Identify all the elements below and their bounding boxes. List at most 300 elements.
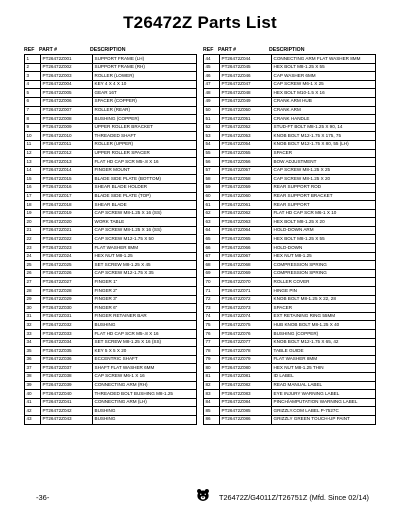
ref-cell: 4 — [25, 80, 41, 89]
part-number-cell: PT26472Z033 — [41, 330, 93, 339]
parts-row — [204, 201, 376, 210]
part-number-cell: PT26472Z002 — [41, 63, 93, 72]
description-cell: HEX NUT M8-1.25 — [272, 252, 376, 261]
description-cell: COMPRESSION SPRING — [272, 269, 376, 278]
part-number-cell: PT26472Z024 — [41, 252, 93, 261]
description-cell: THREADED BOLT BUSHING M8-1.25 — [93, 390, 197, 399]
parts-row — [25, 261, 197, 270]
part-number-cell: PT26472Z038 — [41, 372, 93, 381]
description-cell: BOW ADJUSTMENT — [272, 158, 376, 167]
parts-row — [204, 226, 376, 235]
ref-cell: 81 — [204, 372, 220, 381]
ref-cell: 2 — [25, 63, 41, 72]
parts-row — [204, 252, 376, 261]
part-number-cell: PT26472Z015 — [41, 175, 93, 184]
part-number-cell: PT26472Z043 — [41, 415, 93, 424]
ref-cell: 64 — [204, 226, 220, 235]
parts-row — [204, 330, 376, 339]
ref-cell: 22 — [25, 235, 41, 244]
part-number-cell: PT26472Z042 — [41, 407, 93, 416]
part-number-cell: PT26472Z035 — [41, 347, 93, 356]
part-number-cell: PT26472Z052 — [220, 123, 272, 132]
ref-cell: 53 — [204, 132, 220, 141]
ref-cell: 45 — [204, 63, 220, 72]
part-number-cell: PT26472Z016 — [41, 183, 93, 192]
ref-cell: 68 — [204, 261, 220, 270]
parts-row — [25, 312, 197, 321]
parts-row — [25, 398, 197, 407]
description-cell: CAP SCREW M12-1.75 X 35 — [93, 269, 197, 278]
ref-cell: 41 — [25, 398, 41, 407]
parts-row — [25, 183, 197, 192]
description-cell: TABLE GUIDE — [272, 347, 376, 356]
parts-row — [204, 269, 376, 278]
description-cell: BUSHING (COPPER) — [272, 330, 376, 339]
part-number-cell: PT26472Z079 — [220, 355, 272, 364]
parts-row — [25, 132, 197, 141]
parts-row — [204, 209, 376, 218]
ref-cell: 70 — [204, 278, 220, 287]
parts-row — [25, 338, 197, 347]
description-cell: CRANK ARM — [272, 106, 376, 115]
parts-row — [25, 235, 197, 244]
description-cell: CAP SCREW M6-1 X 25 — [272, 80, 376, 89]
part-number-cell: PT26472Z008 — [41, 115, 93, 124]
part-number-cell: PT26472Z010 — [41, 132, 93, 141]
parts-row — [25, 287, 197, 296]
description-cell: FINGER RETAINER BAR — [93, 312, 197, 321]
description-cell: BLADE SIDE PLATE (TOP) — [93, 192, 197, 201]
parts-row — [204, 415, 376, 424]
ref-cell: 44 — [204, 55, 220, 64]
ref-header: REF — [24, 47, 35, 53]
part-number-cell: PT26472Z020 — [41, 218, 93, 227]
ref-cell: 59 — [204, 183, 220, 192]
part-number-cell: PT26472Z081 — [220, 372, 272, 381]
page-title: T26472Z Parts List — [123, 13, 277, 32]
parts-row — [204, 158, 376, 167]
ref-cell: 75 — [204, 321, 220, 330]
ref-cell: 57 — [204, 166, 220, 175]
description-cell: STUD-FT BOLT M8-1.25 X 90, 14 — [272, 123, 376, 132]
part-number-cell: PT26472Z062 — [220, 209, 272, 218]
part-number-cell: PT26472Z085 — [220, 407, 272, 416]
parts-row — [204, 166, 376, 175]
ref-cell: 13 — [25, 158, 41, 167]
parts-row — [204, 287, 376, 296]
description-cell: EYE INJURY WARNING LABEL — [272, 390, 376, 399]
ref-cell: 63 — [204, 218, 220, 227]
parts-row — [25, 295, 197, 304]
parts-row — [204, 115, 376, 124]
part-number-cell: PT26472Z058 — [220, 175, 272, 184]
ref-cell: 1 — [25, 55, 41, 64]
part-number-cell: PT26472Z054 — [220, 140, 272, 149]
description-cell: HINGE PIN — [272, 287, 376, 296]
parts-row — [25, 347, 197, 356]
ref-cell: 43 — [25, 415, 41, 424]
parts-row — [25, 158, 197, 167]
ref-cell: 52 — [204, 123, 220, 132]
part-number-cell: PT26472Z047 — [220, 80, 272, 89]
ref-cell: 48 — [204, 89, 220, 98]
description-cell: THREADED SHAFT — [93, 132, 197, 141]
parts-row — [25, 218, 197, 227]
part-number-cell: PT26472Z037 — [41, 364, 93, 373]
part-number-cell: PT26472Z025 — [41, 261, 93, 270]
ref-cell: 82 — [204, 381, 220, 390]
description-cell: CONNECTING ARM FLAT WASHER 8MM — [272, 55, 376, 64]
description-cell: ROLLER COVER — [272, 278, 376, 287]
parts-row — [25, 140, 197, 149]
ref-cell: 6 — [25, 97, 41, 106]
ref-cell: 24 — [25, 252, 41, 261]
part-number-cell: PT26472Z021 — [41, 226, 93, 235]
description-cell: SUPPORT FRAME (LH) — [93, 55, 197, 64]
part-number-cell: PT26472Z003 — [41, 72, 93, 81]
part-header: PART # — [39, 47, 58, 53]
description-cell: HEX NUT M8-1.25 — [93, 252, 197, 261]
parts-row — [25, 123, 197, 132]
column-header — [203, 46, 376, 54]
parts-row — [204, 97, 376, 106]
part-number-cell: PT26472Z064 — [220, 226, 272, 235]
ref-cell: 23 — [25, 244, 41, 253]
part-number-cell: PT26472Z063 — [220, 218, 272, 227]
description-cell: UPPER ROLLER BRACKET — [93, 123, 197, 132]
ref-cell: 16 — [25, 183, 41, 192]
parts-row — [25, 330, 197, 339]
ref-cell: 35 — [25, 347, 41, 356]
description-cell: FLAT WASHER 8MM — [272, 355, 376, 364]
description-cell: FINGER MOUNT — [93, 166, 197, 175]
ref-cell: 62 — [204, 209, 220, 218]
ref-cell: 47 — [204, 80, 220, 89]
part-number-cell: PT26472Z086 — [220, 415, 272, 424]
parts-row — [25, 372, 197, 381]
ref-cell: 79 — [204, 355, 220, 364]
part-number-cell: PT26472Z049 — [220, 97, 272, 106]
description-cell: CAP SCREW M12-1.75 X 50 — [93, 235, 197, 244]
parts-column-right — [203, 46, 376, 425]
description-cell: SHEAR BLADE — [93, 201, 197, 210]
part-number-cell: PT26472Z046 — [220, 72, 272, 81]
parts-row — [25, 209, 197, 218]
part-number-cell: PT26472Z051 — [220, 115, 272, 124]
parts-column-left — [24, 46, 197, 425]
part-number-cell: PT26472Z028 — [41, 287, 93, 296]
parts-row — [25, 278, 197, 287]
ref-cell: 85 — [204, 407, 220, 416]
ref-cell: 78 — [204, 347, 220, 356]
parts-row — [25, 72, 197, 81]
parts-row — [25, 321, 197, 330]
parts-row — [204, 183, 376, 192]
description-cell: BUSHING — [93, 407, 197, 416]
parts-table-right — [203, 54, 376, 425]
parts-row — [204, 140, 376, 149]
part-number-cell: PT26472Z009 — [41, 123, 93, 132]
description-cell: CONNECTING ARM (LH) — [93, 398, 197, 407]
part-number-cell: PT26472Z061 — [220, 201, 272, 210]
description-cell: HOLD-DOWN — [272, 244, 376, 253]
ref-cell: 26 — [25, 269, 41, 278]
part-number-cell: PT26472Z071 — [220, 287, 272, 296]
description-cell: FINGER 2" — [93, 287, 197, 296]
parts-row — [25, 415, 197, 424]
description-cell: ROLLER (LOWER) — [93, 72, 197, 81]
description-cell: FINGER 3" — [93, 295, 197, 304]
ref-cell: 32 — [25, 321, 41, 330]
ref-cell: 80 — [204, 364, 220, 373]
ref-cell: 3 — [25, 72, 41, 81]
parts-row — [25, 55, 197, 64]
part-number-cell: PT26472Z039 — [41, 381, 93, 390]
description-cell: GRIZZLY.COM LABEL P-7527C — [272, 407, 376, 416]
description-cell: KNOB BOLT M12-1.75 X 175, 75 — [272, 132, 376, 141]
ref-cell: 19 — [25, 209, 41, 218]
description-cell: FLAT HD CAP SCR M5-.8 X 16 — [93, 158, 197, 167]
description-cell: FLAT WASHER 8MM — [93, 244, 197, 253]
part-number-cell: PT26472Z068 — [220, 261, 272, 270]
description-cell: EXT RETAINING RING 55MM — [272, 312, 376, 321]
parts-row — [204, 261, 376, 270]
parts-row — [25, 226, 197, 235]
part-number-cell: PT26472Z006 — [41, 97, 93, 106]
description-header: DESCRIPTION — [90, 47, 126, 53]
ref-cell: 34 — [25, 338, 41, 347]
description-cell: CONNECTING ARM (RH) — [93, 381, 197, 390]
parts-row — [204, 295, 376, 304]
description-cell: FINGER 1" — [93, 278, 197, 287]
description-cell: BUSHING — [93, 415, 197, 424]
part-number-cell: PT26472Z019 — [41, 209, 93, 218]
parts-row — [204, 372, 376, 381]
parts-row — [25, 89, 197, 98]
ref-cell: 69 — [204, 269, 220, 278]
part-number-cell: PT26472Z078 — [220, 347, 272, 356]
description-header: DESCRIPTION — [269, 47, 305, 53]
part-number-cell: PT26472Z034 — [41, 338, 93, 347]
part-number-cell: PT26472Z048 — [220, 89, 272, 98]
description-cell: HEX BOLT M10-1.5 X 16 — [272, 89, 376, 98]
description-cell: HUB KNOB BOLT M8-1.25 X 40 — [272, 321, 376, 330]
ref-cell: 17 — [25, 192, 41, 201]
parts-row — [204, 106, 376, 115]
ref-cell: 33 — [25, 330, 41, 339]
part-number-cell: PT26472Z026 — [41, 269, 93, 278]
part-number-cell: PT26472Z023 — [41, 244, 93, 253]
ref-cell: 36 — [25, 355, 41, 364]
parts-row — [204, 244, 376, 253]
description-cell: KNOB BOLT M12-1.75 X 65, 42 — [272, 338, 376, 347]
part-number-cell: PT26472Z075 — [220, 321, 272, 330]
description-cell: CAP SCREW M6-1 X 16 — [93, 372, 197, 381]
grizzly-bear-icon — [196, 488, 210, 502]
parts-row — [204, 235, 376, 244]
part-number-cell: PT26472Z083 — [220, 390, 272, 399]
ref-cell: 28 — [25, 287, 41, 296]
part-number-cell: PT26472Z018 — [41, 201, 93, 210]
ref-cell: 42 — [25, 407, 41, 416]
ref-cell: 30 — [25, 304, 41, 313]
ref-cell: 58 — [204, 175, 220, 184]
parts-row — [25, 364, 197, 373]
parts-row — [204, 312, 376, 321]
description-cell: KEY 4 X 4 X 10 — [93, 80, 197, 89]
parts-row — [25, 63, 197, 72]
ref-cell: 46 — [204, 72, 220, 81]
column-header — [24, 46, 197, 54]
ref-cell: 76 — [204, 330, 220, 339]
part-number-cell: PT26472Z077 — [220, 338, 272, 347]
parts-row — [204, 381, 376, 390]
part-header: PART # — [218, 47, 237, 53]
parts-row — [25, 304, 197, 313]
part-number-cell: PT26472Z031 — [41, 312, 93, 321]
ref-cell: 71 — [204, 287, 220, 296]
ref-cell: 20 — [25, 218, 41, 227]
parts-row — [25, 269, 197, 278]
part-number-cell: PT26472Z066 — [220, 244, 272, 253]
parts-row — [25, 244, 197, 253]
parts-row — [204, 149, 376, 158]
parts-row — [204, 132, 376, 141]
part-number-cell: PT26472Z014 — [41, 166, 93, 175]
description-cell: CAP WASHER 6MM — [272, 72, 376, 81]
part-number-cell: PT26472Z030 — [41, 304, 93, 313]
description-cell: SPACER — [272, 149, 376, 158]
part-number-cell: PT26472Z059 — [220, 183, 272, 192]
description-cell: HEX BOLT M8-1.25 X 20 — [272, 218, 376, 227]
description-cell: HEX NUT M8-1.25 THIN — [272, 364, 376, 373]
description-cell: BLADE SIDE PLATE (BOTTOM) — [93, 175, 197, 184]
model-footer: T26472Z/G4011Z/T26751Z (Mfd. Since 02/14) — [219, 493, 369, 502]
parts-row — [204, 55, 376, 64]
ref-cell: 5 — [25, 89, 41, 98]
parts-row — [204, 89, 376, 98]
ref-cell: 84 — [204, 398, 220, 407]
description-cell: SHAFT FLAT WASHER 6MM — [93, 364, 197, 373]
part-number-cell: PT26472Z012 — [41, 149, 93, 158]
description-cell: BUSHING (COPPER) — [93, 115, 197, 124]
ref-cell: 60 — [204, 192, 220, 201]
description-cell: KNOB BOLT M8-1.25 X 22, 28 — [272, 295, 376, 304]
description-cell: HEX BOLT M8-1.25 X 55 — [272, 63, 376, 72]
ref-cell: 67 — [204, 252, 220, 261]
ref-cell: 50 — [204, 106, 220, 115]
ref-cell: 77 — [204, 338, 220, 347]
ref-cell: 56 — [204, 158, 220, 167]
parts-row — [204, 304, 376, 313]
description-cell: ROLLER (REAR) — [93, 106, 197, 115]
ref-cell: 73 — [204, 304, 220, 313]
ref-cell: 12 — [25, 149, 41, 158]
part-number-cell: PT26472Z022 — [41, 235, 93, 244]
description-cell: PINCH/AMPUTATION WARNING LABEL — [272, 398, 376, 407]
ref-cell: 74 — [204, 312, 220, 321]
parts-row — [204, 63, 376, 72]
description-cell: REAR SUPPORT BRACKET — [272, 192, 376, 201]
part-number-cell: PT26472Z032 — [41, 321, 93, 330]
parts-row — [204, 390, 376, 399]
ref-cell: 7 — [25, 106, 41, 115]
part-number-cell: PT26472Z001 — [41, 55, 93, 64]
part-number-cell: PT26472Z073 — [220, 304, 272, 313]
ref-cell: 31 — [25, 312, 41, 321]
ref-cell: 65 — [204, 235, 220, 244]
parts-row — [204, 278, 376, 287]
parts-row — [204, 364, 376, 373]
ref-cell: 86 — [204, 415, 220, 424]
ref-cell: 18 — [25, 201, 41, 210]
part-number-cell: PT26472Z070 — [220, 278, 272, 287]
parts-row — [204, 123, 376, 132]
ref-cell: 37 — [25, 364, 41, 373]
parts-table-left — [24, 54, 197, 425]
parts-row — [204, 72, 376, 81]
parts-row — [25, 390, 197, 399]
parts-row — [204, 347, 376, 356]
parts-row — [25, 115, 197, 124]
description-cell: SHEAR BLADE HOLDER — [93, 183, 197, 192]
description-cell: FINGER 6" — [93, 304, 197, 313]
part-number-cell: PT26472Z072 — [220, 295, 272, 304]
description-cell: ECCENTRIC SHAFT — [93, 355, 197, 364]
part-number-cell: PT26472Z005 — [41, 89, 93, 98]
ref-cell: 27 — [25, 278, 41, 287]
ref-cell: 66 — [204, 244, 220, 253]
description-cell: SET SCREW M8-1.25 X 45 — [93, 261, 197, 270]
part-number-cell: PT26472Z007 — [41, 106, 93, 115]
ref-cell: 15 — [25, 175, 41, 184]
description-cell: SUPPORT FRAME (RH) — [93, 63, 197, 72]
parts-row — [204, 338, 376, 347]
parts-row — [25, 106, 197, 115]
description-cell: COMPRESSION SPRING — [272, 261, 376, 270]
part-number-cell: PT26472Z053 — [220, 132, 272, 141]
description-cell: CRANK ARM HUB — [272, 97, 376, 106]
description-cell: CAP SCREW M8-1.25 X 25 — [272, 166, 376, 175]
ref-cell: 29 — [25, 295, 41, 304]
parts-row — [25, 97, 197, 106]
description-cell: FLAT HD CAP SCR M5-.8 X 16 — [93, 330, 197, 339]
ref-cell: 9 — [25, 123, 41, 132]
ref-cell: 61 — [204, 201, 220, 210]
parts-row — [25, 175, 197, 184]
description-cell: HEX BOLT M8-1.25 X 55 — [272, 235, 376, 244]
ref-cell: 51 — [204, 115, 220, 124]
description-cell: CAP SCREW M8-1.25 X 20 — [272, 175, 376, 184]
description-cell: SET SCREW M8-1.25 X 16 (SS) — [93, 338, 197, 347]
ref-cell: 38 — [25, 372, 41, 381]
description-cell: GEAR 16T — [93, 89, 197, 98]
parts-row — [204, 355, 376, 364]
part-number-cell: PT26472Z036 — [41, 355, 93, 364]
ref-cell: 25 — [25, 261, 41, 270]
part-number-cell: PT26472Z074 — [220, 312, 272, 321]
parts-row — [25, 407, 197, 416]
ref-cell: 39 — [25, 381, 41, 390]
parts-row — [204, 407, 376, 416]
ref-cell: 11 — [25, 140, 41, 149]
parts-row — [25, 192, 197, 201]
parts-row — [25, 381, 197, 390]
part-number-cell: PT26472Z040 — [41, 390, 93, 399]
description-cell: CRANK HANDLE — [272, 115, 376, 124]
parts-row — [25, 80, 197, 89]
part-number-cell: PT26472Z011 — [41, 140, 93, 149]
